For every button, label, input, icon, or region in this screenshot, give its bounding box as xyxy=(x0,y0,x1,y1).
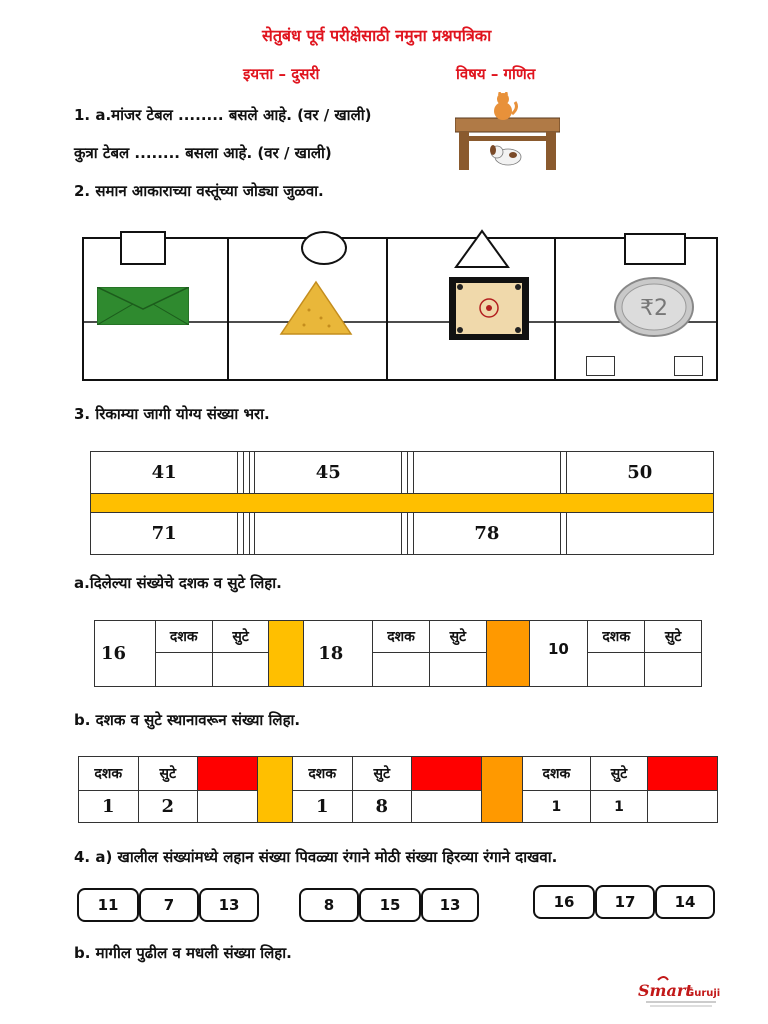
ones-header: सुटे xyxy=(138,757,198,791)
carrom-board-image xyxy=(449,277,529,340)
tens-header: दशक xyxy=(155,621,212,653)
tens-ones-split-table xyxy=(94,620,702,687)
q2-label: 2. समान आकाराच्या वस्तूंच्या जोड्या जुळवा. xyxy=(74,182,324,200)
number-blank[interactable] xyxy=(255,513,402,555)
tens-answer-box[interactable] xyxy=(588,653,645,687)
number-row-1 xyxy=(91,452,714,494)
given-number: 16 xyxy=(95,621,156,687)
cat-dog-table-image xyxy=(455,92,560,172)
number-box[interactable]: 15 xyxy=(359,888,421,922)
tens-header: दशक xyxy=(588,621,645,653)
yellow-separator xyxy=(269,621,304,687)
circle-shape xyxy=(301,231,347,265)
given-number: 10 xyxy=(529,621,588,687)
tens-value: 1 xyxy=(523,791,591,823)
ones-header: सुटे xyxy=(352,757,412,791)
ones-value: 8 xyxy=(352,791,412,823)
number-box[interactable]: 11 xyxy=(77,888,139,922)
number-box[interactable]: 13 xyxy=(421,888,479,922)
number-row-2 xyxy=(91,513,714,555)
q3a-label: a.दिलेल्या संख्येचे दशक व सुटे लिहा. xyxy=(74,574,282,592)
red-cell xyxy=(648,757,718,791)
grade-label: इयत्ता – दुसरी xyxy=(243,65,320,83)
coin-answer-box-2[interactable] xyxy=(674,356,703,376)
svg-text:₹2: ₹2 xyxy=(640,296,668,321)
tens-value: 1 xyxy=(292,791,352,823)
given-number: 18 xyxy=(304,621,373,687)
orange-separator xyxy=(481,757,522,823)
number-blank[interactable] xyxy=(413,452,560,494)
orange-separator xyxy=(486,621,529,687)
page-title: सेतुबंध पूर्व परीक्षेसाठी नमुना प्रश्नपत्रिका xyxy=(262,26,492,45)
q3b-label: b. दशक व सुटे स्थानावरून संख्या लिहा. xyxy=(74,711,301,729)
svg-text:Smart: Smart xyxy=(638,981,693,1000)
number-cell: 78 xyxy=(413,513,560,555)
number-box[interactable]: 17 xyxy=(595,885,655,919)
number-answer-box[interactable] xyxy=(648,791,718,823)
number-box[interactable]: 14 xyxy=(655,885,715,919)
number-box[interactable]: 16 xyxy=(533,885,595,919)
q4-label: 4. a) खालील संख्यांमध्ये लहान संख्या पिवळ्या रंगाने मोठी संख्या हिरव्या रंगाने दाखवा. xyxy=(74,848,558,866)
coin-answer-box-1[interactable] xyxy=(586,356,615,376)
q3-label: 3. रिकाम्या जागी योग्य संख्या भरा. xyxy=(74,405,270,423)
ones-header: सुटे xyxy=(590,757,648,791)
rectangle-shape xyxy=(120,231,166,265)
number-box[interactable]: 7 xyxy=(139,888,199,922)
yellow-separator xyxy=(257,757,292,823)
envelope-image xyxy=(97,287,189,325)
tens-header: दशक xyxy=(373,621,430,653)
q4b-label: b. मागील पुढील व मधली संख्या लिहा. xyxy=(74,944,292,962)
tens-answer-box[interactable] xyxy=(155,653,212,687)
ones-header: सुटे xyxy=(645,621,702,653)
yellow-divider-row xyxy=(91,494,714,513)
ones-header: सुटे xyxy=(212,621,269,653)
number-cell: 45 xyxy=(255,452,402,494)
number-answer-box[interactable] xyxy=(412,791,482,823)
number-box[interactable]: 8 xyxy=(299,888,359,922)
ones-value: 1 xyxy=(590,791,648,823)
red-cell xyxy=(412,757,482,791)
ones-answer-box[interactable] xyxy=(212,653,269,687)
ones-value: 2 xyxy=(138,791,198,823)
number-answer-box[interactable] xyxy=(198,791,258,823)
number-blank[interactable] xyxy=(566,513,713,555)
svg-text:Guruji: Guruji xyxy=(686,988,721,999)
tens-header: दशक xyxy=(292,757,352,791)
wide-rectangle-shape xyxy=(624,233,686,265)
number-cell: 41 xyxy=(91,452,238,494)
tens-answer-box[interactable] xyxy=(373,653,430,687)
fill-number-grid xyxy=(90,451,714,555)
tens-header: दशक xyxy=(523,757,591,791)
red-cell xyxy=(198,757,258,791)
q1-line2: कुत्रा टेबल ........ बसला आहे. (वर / खाली) xyxy=(74,144,332,162)
tens-header: दशक xyxy=(79,757,139,791)
q1-line1: 1. a.मांजर टेबल ........ बसले आहे. (वर / खाली) xyxy=(74,106,372,124)
tens-value: 1 xyxy=(79,791,139,823)
nacho-chip-image xyxy=(279,280,353,336)
yellow-divider xyxy=(91,494,714,513)
number-box[interactable]: 13 xyxy=(199,888,259,922)
ones-answer-box[interactable] xyxy=(645,653,702,687)
ones-header: सुटे xyxy=(429,621,486,653)
triangle-shape xyxy=(454,229,510,269)
number-cell: 71 xyxy=(91,513,238,555)
number-from-place-value-table xyxy=(78,756,718,823)
smartguruji-logo xyxy=(636,972,736,1010)
subject-label: विषय – गणित xyxy=(456,65,536,83)
number-cell: 50 xyxy=(566,452,713,494)
coin-image xyxy=(613,276,695,338)
ones-answer-box[interactable] xyxy=(429,653,486,687)
